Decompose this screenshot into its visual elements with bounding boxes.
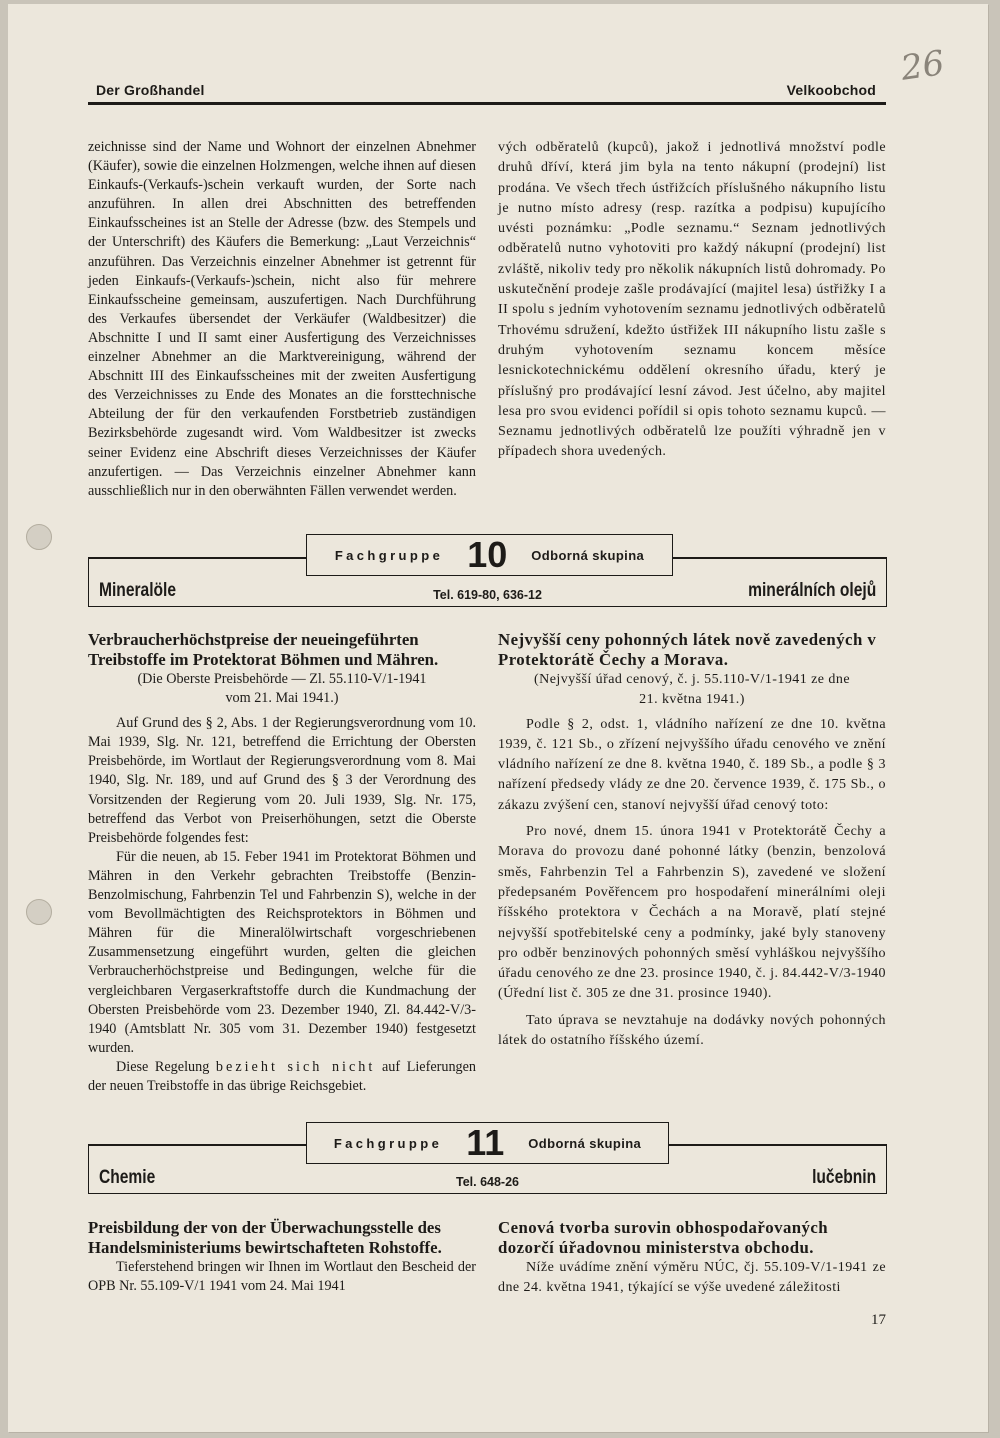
group11-header-box xyxy=(306,1122,669,1164)
header-left: Der Großhandel xyxy=(96,82,205,98)
punch-hole-bottom xyxy=(26,899,52,925)
article2-de-title: Preisbildung der von der Überwachungsstelle des Handelsministeriums bewirtschafteten Rohstoffe. xyxy=(88,1218,442,1257)
article1-cs-paragraph-1: Podle § 2, odst. 1, vládního nařízení ze dne 10. května 1939, č. 121 Sb., o zřízení nejvyššího úřadu cenového ve znění vládního nařízení ze dne 8. května 1940, č. 189 Sb., a podle § 3 nařízení předsedy vlády ze dne 20. července 1939, č. 175 Sb., o zákazu zvýšení cen, stanoví nejvyšší úřad cenový toto: xyxy=(498,716,886,813)
paragraph: vých odběratelů (kupců), jakož i jednotlivá množství podle druhů dříví, která jim byla na tento nákupní (prodejní) list prodána. Ve všech třech ústřižcích příslušného nákupního listu je nutno místo adresy (resp. razítka a podpisu) kupujícího uvésti poznámku: „Podle seznamu.“ Seznam jednotlivých odběratelů nutno vyhotoviti pro každý nákupní (prodejní) list zvláště, nikoliv tedy pro několik nákupních listů dohromady. Po uskutečnění prodeje zašle prodávající (majitel lesa) ústřižky I a II spolu s jedním vyhotovením seznamu jednotlivých odběratelů Trhovému sdružení, kdežto ústřižek III nákupního listu zašle s druhým vyhotovením seznamu koncem měsíce lesnickotechnickému oddělení okresního úřadu, který je příslušný pro prodávající lesní závod. Jest účelno, aby majitel lesa pro svou evidenci pořídil si opis tohoto seznamu kupců. — Seznamu jednotlivých odběratelů lze použíti výhradně jen v případech shora uvedených. xyxy=(498,140,886,460)
top-text-cs xyxy=(498,138,886,463)
group11-label-de: Fachgruppe xyxy=(333,1135,443,1151)
article1-cs-paragraph-2: Pro nové, dnem 15. února 1941 v Protektorátě Čechy a Morava do provozu dané pohonné látky (benzin, benzolová směs, Fahrbenzin Tel a Fahrbenzin S), zavedené ve složení předepsaném Pověřencem pro hospodaření minerálními oleji říšského protektora v Čechách a na Moravě, platí stejné nejvyšší spotřebitelské ceny a podmínky, jaké byly stanoveny pro odběr benzinových pohonných směsí vyhláškou nejvyššího úřadu cenového ze dne 23. prosince 1940, č. j. 84.442-V/3-1940 (Úřední list č. 305 ze dne 31. prosince 1940). xyxy=(498,824,886,1002)
article2-de xyxy=(88,1218,476,1296)
article1-de-title: Verbraucherhöchstpreise der neueingeführten Treibstoffe im Protektorat Böhmen und Mähren. xyxy=(88,630,439,669)
document-page xyxy=(8,4,988,1432)
group11-name-cs: lučebnin xyxy=(811,1167,876,1188)
article1-de-paragraph-2: Für die neuen, ab 15. Feber 1941 im Protektorat Böhmen und Mähren in den Verkehr gebrachten Treibstoffe (Benzin-Benzolmischung, Fahrbenzin Tel und Fahrbenzin S), welche in der vom Bevollmächtigten des Reichsprotektors in Böhmen und Mähren für die Mineralölwirtschaft vorgeschriebenen Zusammensetzung eingeführt wurden, gelten die gleichen Verbraucherhöchstpreise und Bedingungen, welche für die vergleichbaren Vergaserkraftstoffe durch die Kundmachung der Obersten Preisbehörde vom 23. Dezember 1940, Zl. 84.442-V/3-1940 (Amtsblatt Nr. 305 vom 31. Dezember 1940) festgesetzt wurden. xyxy=(88,848,476,1056)
page-number: 17 xyxy=(871,1312,886,1328)
group10-name-cs: minerálních olejů xyxy=(747,580,876,601)
article2-de-paragraph-1: Tieferstehend bringen wir Ihnen im Wortlaut den Bescheid der OPB Nr. 55.109-V/1 1941 vom 24. Mai 1941 xyxy=(88,1259,476,1295)
article1-de-p3-start: Diese Regelung xyxy=(116,1058,210,1075)
punch-hole-top xyxy=(26,524,52,550)
article1-cs xyxy=(498,630,886,1051)
group10-name-de: Mineralöle xyxy=(99,580,177,601)
article1-de-source-1: (Die Oberste Preisbehörde — Zl. 55.110-V/1-1941 xyxy=(137,671,427,687)
header-right: Velkoobchod xyxy=(786,82,876,98)
group10-header-box xyxy=(306,534,673,576)
article1-de-paragraph-1: Auf Grund des § 2, Abs. 1 der Regierungsverordnung vom 10. Mai 1939, Slg. Nr. 121, betreffend die Errichtung der Obersten Preisbehörde, im Wortlaut der Regierungsverordnung vom 8. Mai 1940, Slg. Nr. 189, und auf Grund des § 3 der Verordnung des Vorsitzenden der Regierung vom 20. Juli 1939, Slg. Nr. 175, betreffend das Verbot von Preiserhöhungen, setzt die Oberste Preisbehörde folgendes fest: xyxy=(88,715,476,846)
article1-cs-title: Nejvyšší ceny pohonných látek nově zavedených v Protektorátě Čechy a Morava. xyxy=(498,630,877,669)
article2-cs-paragraph-1: Níže uvádíme znění výměru NÚC, čj. 55.109-V/1-1941 ze dne 24. května 1941, týkající se výše uvedené záležitosti xyxy=(498,1260,886,1296)
group10-number: 10 xyxy=(467,534,508,575)
group10-label-de: Fachgruppe xyxy=(334,547,444,563)
group10-phone: Tel. 619-80, 636-12 xyxy=(433,588,542,602)
group11-number: 11 xyxy=(466,1122,505,1163)
article2-cs xyxy=(498,1218,886,1299)
article1-cs-source-1: (Nejvyšší úřad cenový, č. j. 55.110-V/1-1941 ze dne xyxy=(534,672,850,687)
top-text-de xyxy=(88,138,476,501)
paragraph: zeichnisse sind der Name und Wohnort der einzelnen Abnehmer (Käufer), sowie die einzelnen Holzmengen, welche ihnen auf diesen Einkaufs-(Verkaufs-)schein verkauft wurden, der Sorte nach anzuführen. In allen drei Abschnitten des betreffenden Einkaufsscheines ist an Stelle der Adresse (bzw. des Stempels und der Unterschrift) des Käufers die Bemerkung: „Laut Verzeichnis“ anzuführen. Das Verzeichnis einzelner Abnehmer ist getrennt für jeden Einkaufs-(Verkaufs-)schein, nicht also für mehrere Einkaufsscheine gemeinsam, auszufertigen. Nach Durchführung des Verkaufes übersendet der Verkäufer (Waldbesitzer) die Abschnitte I und II samt einer Ausfertigung des Verzeichnisses einzelner Abnehmer an die Marktvereinigung, während der Abschnitt III des Einkaufsscheines mit der zweiten Ausfertigung des Verzeichnisses zu Ende des Monates an die forsttechnische Abteilung der für den verkaufenden Forstbetrieb zuständigen Bezirksbehörde zugesandt wird. Vom Waldbesitzer ist zwecks seiner Evidenz eine Abschrift dieses Verzeichnisses der Käufer anzufertigen. — Das Verzeichnis einzelner Abnehmer kann ausschließlich nur in den oberwähnten Fällen verwendet werden. xyxy=(88,139,476,499)
handwritten-page-mark: 26 xyxy=(898,43,947,89)
article1-cs-source-2: 21. května 1941.) xyxy=(639,692,745,708)
header-rule xyxy=(88,102,886,105)
group10-label-cs: Odborná skupina xyxy=(531,547,645,563)
article1-de-source-2: vom 21. Mai 1941.) xyxy=(225,690,339,707)
article1-de-p3-emphasis: bezieht sich nicht xyxy=(215,1058,376,1075)
article1-cs-paragraph-3: Tato úprava se nevztahuje na dodávky nových pohonných látek do ostatního říšského území. xyxy=(498,1012,886,1049)
group11-name-de: Chemie xyxy=(99,1167,156,1188)
article1-de-p3-end: auf Lieferungen der neuen Treibstoffe in das übrige Reichsgebiet. xyxy=(88,1058,477,1094)
article1-de xyxy=(88,630,476,1096)
article2-cs-title: Cenová tvorba surovin obhospodařovaných dozorčí úřadovnou ministerstva obchodu. xyxy=(498,1218,829,1257)
group11-label-cs: Odborná skupina xyxy=(528,1135,642,1151)
group11-phone: Tel. 648-26 xyxy=(455,1175,519,1189)
article1-de-paragraph-3 xyxy=(88,1058,476,1096)
